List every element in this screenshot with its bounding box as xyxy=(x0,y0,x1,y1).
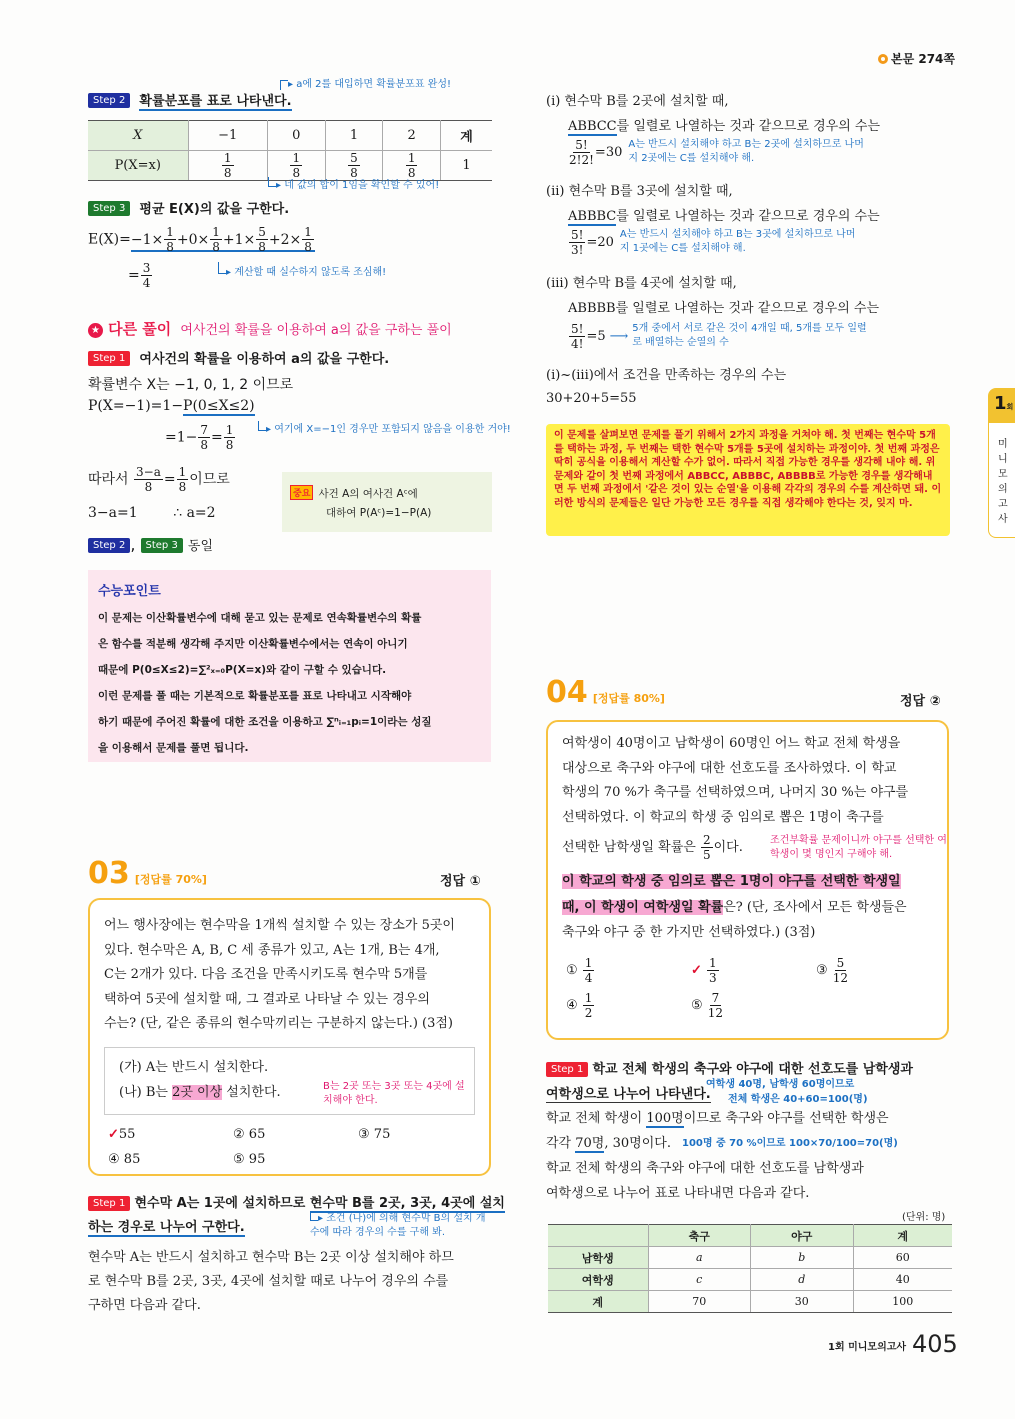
same-steps: Step 2 , Step 3 동일 xyxy=(88,535,213,554)
annotation-condition: ▸ 조건 (나)에 의해 현수막 B의 설치 개수에 따라 경우의 수를 구해 봐. xyxy=(310,1213,486,1238)
annotation-a-substitute: ▸ a에 2를 대입하면 확률분포표 완성! xyxy=(280,75,451,90)
alt-step1-heading: Step 1 여사건의 확률을 이용하여 a의 값을 구한다. xyxy=(88,348,389,367)
q04-box: 여학생이 40명이고 남학생이 60명인 어느 학교 전체 학생을 대상으로 축구와 야구에 대한 선호도를 조사하였다. 이 학교 학생의 70 %가 축구를 선택하였으며, 나머지 30 %는 야구를 선택하였다. 이 학교의 학생 중 임의로 뽑은 1명이 축구를 선택한 남학생일 확률은 $\frac{2}{5}$ 이다. 조건부확률 문제이니까 야구를 선택한 여학생이 몇 명인지 구해야 해. 이 학교의 학생 중 임의로 뽑은 1명이 야구를 선택한 학생일 때, 이 학생이 여학생일 확률은? (단, 조사에서 모든 학생들은 축구와 야구 중 한 가지만 선택하였다.) (3점) ① $\frac{1}{4}$ ✓ $\frac{1}{3}$ ③ $\frac{5}{12}$ ④ $\frac{1}{2}$ ⑤ $\frac{7}{12}$ xyxy=(546,720,949,1040)
q04-choice-5[interactable]: ⑤ $\frac{7}{12}$ xyxy=(691,991,724,1020)
checkmark-icon: ✓ xyxy=(691,963,702,978)
q03-choice-2[interactable]: ② 65 xyxy=(233,1126,266,1142)
q03-box: 어느 행사장에는 현수막을 1개씩 설치할 수 있는 장소가 5곳이 있다. 현수막은 A, B, C 세 종류가 있고, A는 1개, B는 4개, C는 2개가 있다. 다음 조건을 만족시키도록 현수막 5개를 택하여 5곳에 설치할 때, 그 결과로 나타날 수 있는 경우의 수는? (단, 같은 종류의 현수막끼리는 구분하지 않는다.) (3점) (가) A는 반드시 설치한다. (나) B는 2곳 이상 설치한다. B는 2곳 또는 3곳 또는 4곳에 설치해야 한다. ✓55 ② 65 ③ 75 ④ 85 ⑤ 95 xyxy=(88,898,491,1176)
star-circle-icon: ★ xyxy=(88,323,103,338)
q04-explanation: 학교 전체 학생이 100명이므로 축구와 야구를 선택한 학생은 각각 70명, 30명이다. 100명 중 70 %이므로 100×70/100=70(명) 학교 전체 학생의 축구와 야구에 대한 선호도를 남학생과 여학생으로 나누어 표로 나타내면 다음과 같다. xyxy=(546,1111,898,1201)
q04-choice-4[interactable]: ④ $\frac{1}{2}$ xyxy=(566,991,593,1020)
alt-line4: 따라서 $\frac{3-a}{8}$ = $\frac{1}{8}$ 이므로 xyxy=(88,465,230,494)
footer-label: 1회 미니모의고사 xyxy=(828,1342,907,1353)
q04-choices xyxy=(562,957,933,1019)
step3-heading: Step 3 평균 E(X)의 값을 구한다. xyxy=(88,198,289,217)
alt-line2: P(X=−1)=1−P(0≤X≤2) xyxy=(88,398,255,414)
case-2: (ii) 현수막 B를 3곳에 설치할 때, ABBBC를 일렬로 나열하는 것과 같으므로 경우의 수는 $\frac{5!}{3!}$ =20 A는 반드시 설치해야 하고 B는 3곳에 설치하므로 나머지 1곳에는 C를 설치해야 해. xyxy=(546,184,880,257)
side-tab[interactable]: 1회 미 니 모 의 고 사 xyxy=(988,388,1015,538)
q03-answer: 정답 ① xyxy=(440,874,481,889)
q04-choice-3[interactable]: ③ $\frac{5}{12}$ xyxy=(816,956,849,985)
step2-heading xyxy=(88,90,292,109)
annotation-complement: ▸ 여기에 X=−1인 경우만 포함되지 않음을 이용한 거야! xyxy=(258,420,511,435)
alt-line3: =1− $\frac{7}{8}$ = $\frac{1}{8}$ xyxy=(165,423,234,452)
exam-point-box: 수능포인트 이 문제는 이산확률변수에 대해 묻고 있는 문제로 연속확률변수의 확률 은 함수를 적분해 생각해 주지만 이산확률변수에서는 연속이 아니기 때문에 P(0≤X≤2)=∑²ₓ₌₀P(X=x)와 같이 구할 수 있습니다. 이런 문제를 풀 때는 기본적으로 확률분포를 표로 나타내고 시작해야 하기 때문에 주어진 확률에 대한 조건을 이용하고 ∑ⁿᵢ₌₁pᵢ=1이라는 성질 을 이용해서 문제를 풀면 됩니다. xyxy=(88,570,491,762)
important-note: 중요 사건 A의 여사건 Aᶜ에 대하여 P(Aᶜ)=1−P(A) xyxy=(282,472,492,532)
q03-explanation: 현수막 A는 반드시 설치하고 현수막 B는 2곳 이상 설치해야 하므 로 현수막 B를 2곳, 3곳, 4곳에 설치할 때로 나누어 경우의 수를 구하면 다음과 같다. xyxy=(88,1250,454,1313)
q03-choice-4[interactable]: ④ 85 xyxy=(108,1151,141,1167)
q03-step1: Step 1 현수막 A는 1곳에 설치하므로 현수막 B를 2곳, 3곳, 4곳에 설치 xyxy=(88,1192,498,1211)
annotation-careful: ▸ 계산할 때 실수하지 않도록 조심해! xyxy=(218,262,386,278)
q04-step1: Step 1 학교 전체 학생의 축구와 야구에 대한 선호도를 남학생과 여학생으로 나누어 나타낸다. 여학생 40명, 남학생 60명이므로 전체 학생은 40+60=100(명) xyxy=(546,1062,913,1105)
annotation-sum-one: ▸ 네 값의 합이 1임을 확인할 수 있어! xyxy=(268,176,439,191)
alt-line5: 3−a=1 ∴ a=2 xyxy=(88,505,216,521)
summary: (i)~(iii)에서 조건을 만족하는 경우의 수는 30+20+5=55 xyxy=(546,368,787,406)
step2-title: 확률분포를 표로 나타낸다. xyxy=(139,94,292,109)
probability-distribution-table: X −1 0 1 2 계 P(X=x) $\frac{1}{8}$ $\frac{1}{8}$ $\frac{5}{8}$ $\frac{1}{8}$ 1 xyxy=(88,120,492,181)
q04-header: 04 [정답률 80%] xyxy=(546,675,665,710)
q03-choice-3[interactable]: ③ 75 xyxy=(358,1126,391,1142)
page-reference: 본문 274쪽 xyxy=(878,50,955,67)
page-number: 405 xyxy=(912,1330,958,1358)
checkmark-icon: ✓ xyxy=(108,1126,119,1142)
q04-answer: 정답 ② xyxy=(900,694,941,709)
q03-choices xyxy=(104,1127,475,1167)
q04-choice-2[interactable]: ✓ $\frac{1}{3}$ xyxy=(691,956,717,985)
q03-step1-line2: 하는 경우로 나누어 구한다. xyxy=(88,1220,245,1235)
q03-header: 03 [정답률 70%] xyxy=(88,856,207,891)
q03-choice-5[interactable]: ⑤ 95 xyxy=(233,1151,266,1167)
tip-box: 이 문제를 살펴보면 문제를 풀기 위해서 2가지 과정을 거쳐야 해. 첫 번째는 현수막 5개를 택하는 과정, 두 번째는 택한 현수막 5개를 5곳에 설치하는 과정이야. 첫 번째 과정은 딱히 공식을 이용해서 계산할 수가 없어. 따라서 직접 가능한 경우를 생각해 내야 해. 위 문제와 같이 첫 번째 과정에서 ABBCC, ABBBC, ABBBB로 가능한 경우를 생각해내면 두 번째 과정에서 '같은 것이 있는 순열'을 이용해 각각의 경우의 수를 계산하면 돼. 이러한 방식의 문제들은 일단 가능한 모든 경우를 직접 생각해야 한다는 것, 잊지 마. xyxy=(546,424,950,536)
preference-table: 축구 야구 계 남학생 a b 60 여학생 c d 40 계 70 30 100 xyxy=(548,1224,952,1313)
q03-choice-1[interactable]: ✓55 xyxy=(108,1126,136,1142)
case-3: (iii) 현수막 B를 4곳에 설치할 때, ABBBB를 일렬로 나열하는 것과 같으므로 경우의 수는 $\frac{5!}{4!}$ =5 ⟶ 5개 중에서 서로 같은 것이 4개일 때, 5개를 모두 일렬로 배열하는 순열의 수 xyxy=(546,276,880,351)
q03-conditions: (가) A는 반드시 설치한다. (나) B는 2곳 이상 설치한다. B는 2곳 또는 3곳 또는 4곳에 설치해야 한다. xyxy=(104,1047,475,1115)
q04-choice-1[interactable]: ① $\frac{1}{4}$ xyxy=(566,956,593,985)
case-1: (i) 현수막 B를 2곳에 설치할 때, ABBCC를 일렬로 나열하는 것과 같으므로 경우의 수는 $\frac{5!}{2!2!}$ =30 A는 반드시 설치해야 하고 B는 2곳에 설치하므로 나머지 2곳에는 C를 설치해야 해. xyxy=(546,94,881,167)
table-unit: (단위: 명) xyxy=(902,1212,946,1223)
orange-circle-icon xyxy=(878,54,888,64)
step2-badge: Step 2 xyxy=(88,93,130,108)
alt-solution-heading: ★ 다른 풀이 여사건의 확률을 이용하여 a의 값을 구하는 풀이 xyxy=(88,318,452,339)
expectation-result: = $\frac{3}{4}$ xyxy=(128,261,151,290)
expectation-equation: E(X)=−1× $\frac{1}{8}$ +0× $\frac{1}{8}$ +1× $\frac{5}{8}$ +2× $\frac{1}{8}$ xyxy=(88,226,315,253)
alt-line1: 확률변수 X는 −1, 0, 1, 2 이므로 xyxy=(88,377,294,393)
